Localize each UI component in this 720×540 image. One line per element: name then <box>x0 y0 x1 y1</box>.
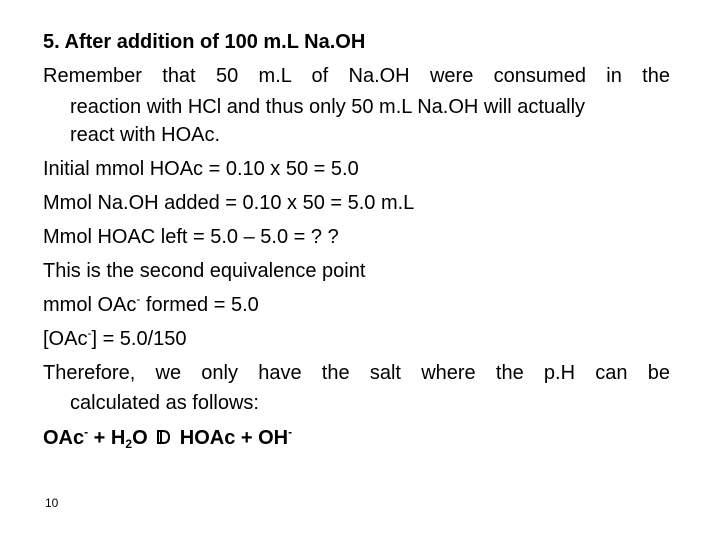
hoac-left-line: Mmol HOAC left = 5.0 – 5.0 = ? ? <box>43 226 339 248</box>
therefore-line-1: Therefore, we only have the salt where the p.H can be <box>43 362 670 384</box>
oac-formed-line <box>43 294 259 317</box>
equation-product-charge: - <box>288 425 293 439</box>
remember-line-2: reaction with HCl and thus only 50 m.L Na.OH will actually <box>70 96 586 118</box>
oac-concentration-suffix: ] = 5.0/150 <box>91 328 187 350</box>
equation-water-subscript: 2 <box>125 437 133 451</box>
equation-water-oxygen: O <box>132 427 148 449</box>
oac-formed-suffix: formed = 5.0 <box>140 294 259 316</box>
equilibrium-arrow-icon <box>155 428 172 446</box>
remember-line-1: Remember that 50 m.L of Na.OH were consumed in the <box>43 65 670 87</box>
equivalence-line: This is the second equivalence point <box>43 260 366 282</box>
initial-mmol-line: Initial mmol HOAc = 0.10 x 50 = 5.0 <box>43 158 359 180</box>
oac-formed-prefix: mmol OAc <box>43 294 137 316</box>
page-number: 10 <box>45 496 59 510</box>
therefore-line-2: calculated as follows: <box>70 392 259 414</box>
oac-concentration-prefix: [OAc <box>43 328 88 350</box>
slide-heading: 5. After addition of 100 m.L Na.OH <box>43 31 366 53</box>
equation-plus-water: + H <box>88 427 126 449</box>
oac-formed-charge: - <box>136 292 141 306</box>
equation-reactant-oac: OAc <box>43 427 85 449</box>
equation-products: HOAc + OH <box>179 427 289 449</box>
oac-concentration-line <box>43 328 187 351</box>
oac-concentration-charge: - <box>87 326 92 340</box>
naoh-added-line: Mmol Na.OH added = 0.10 x 50 = 5.0 m.L <box>43 192 415 214</box>
equation-reactant-charge: - <box>84 425 89 439</box>
remember-line-3: react with HOAc. <box>70 124 221 146</box>
hydrolysis-equation <box>43 427 292 450</box>
